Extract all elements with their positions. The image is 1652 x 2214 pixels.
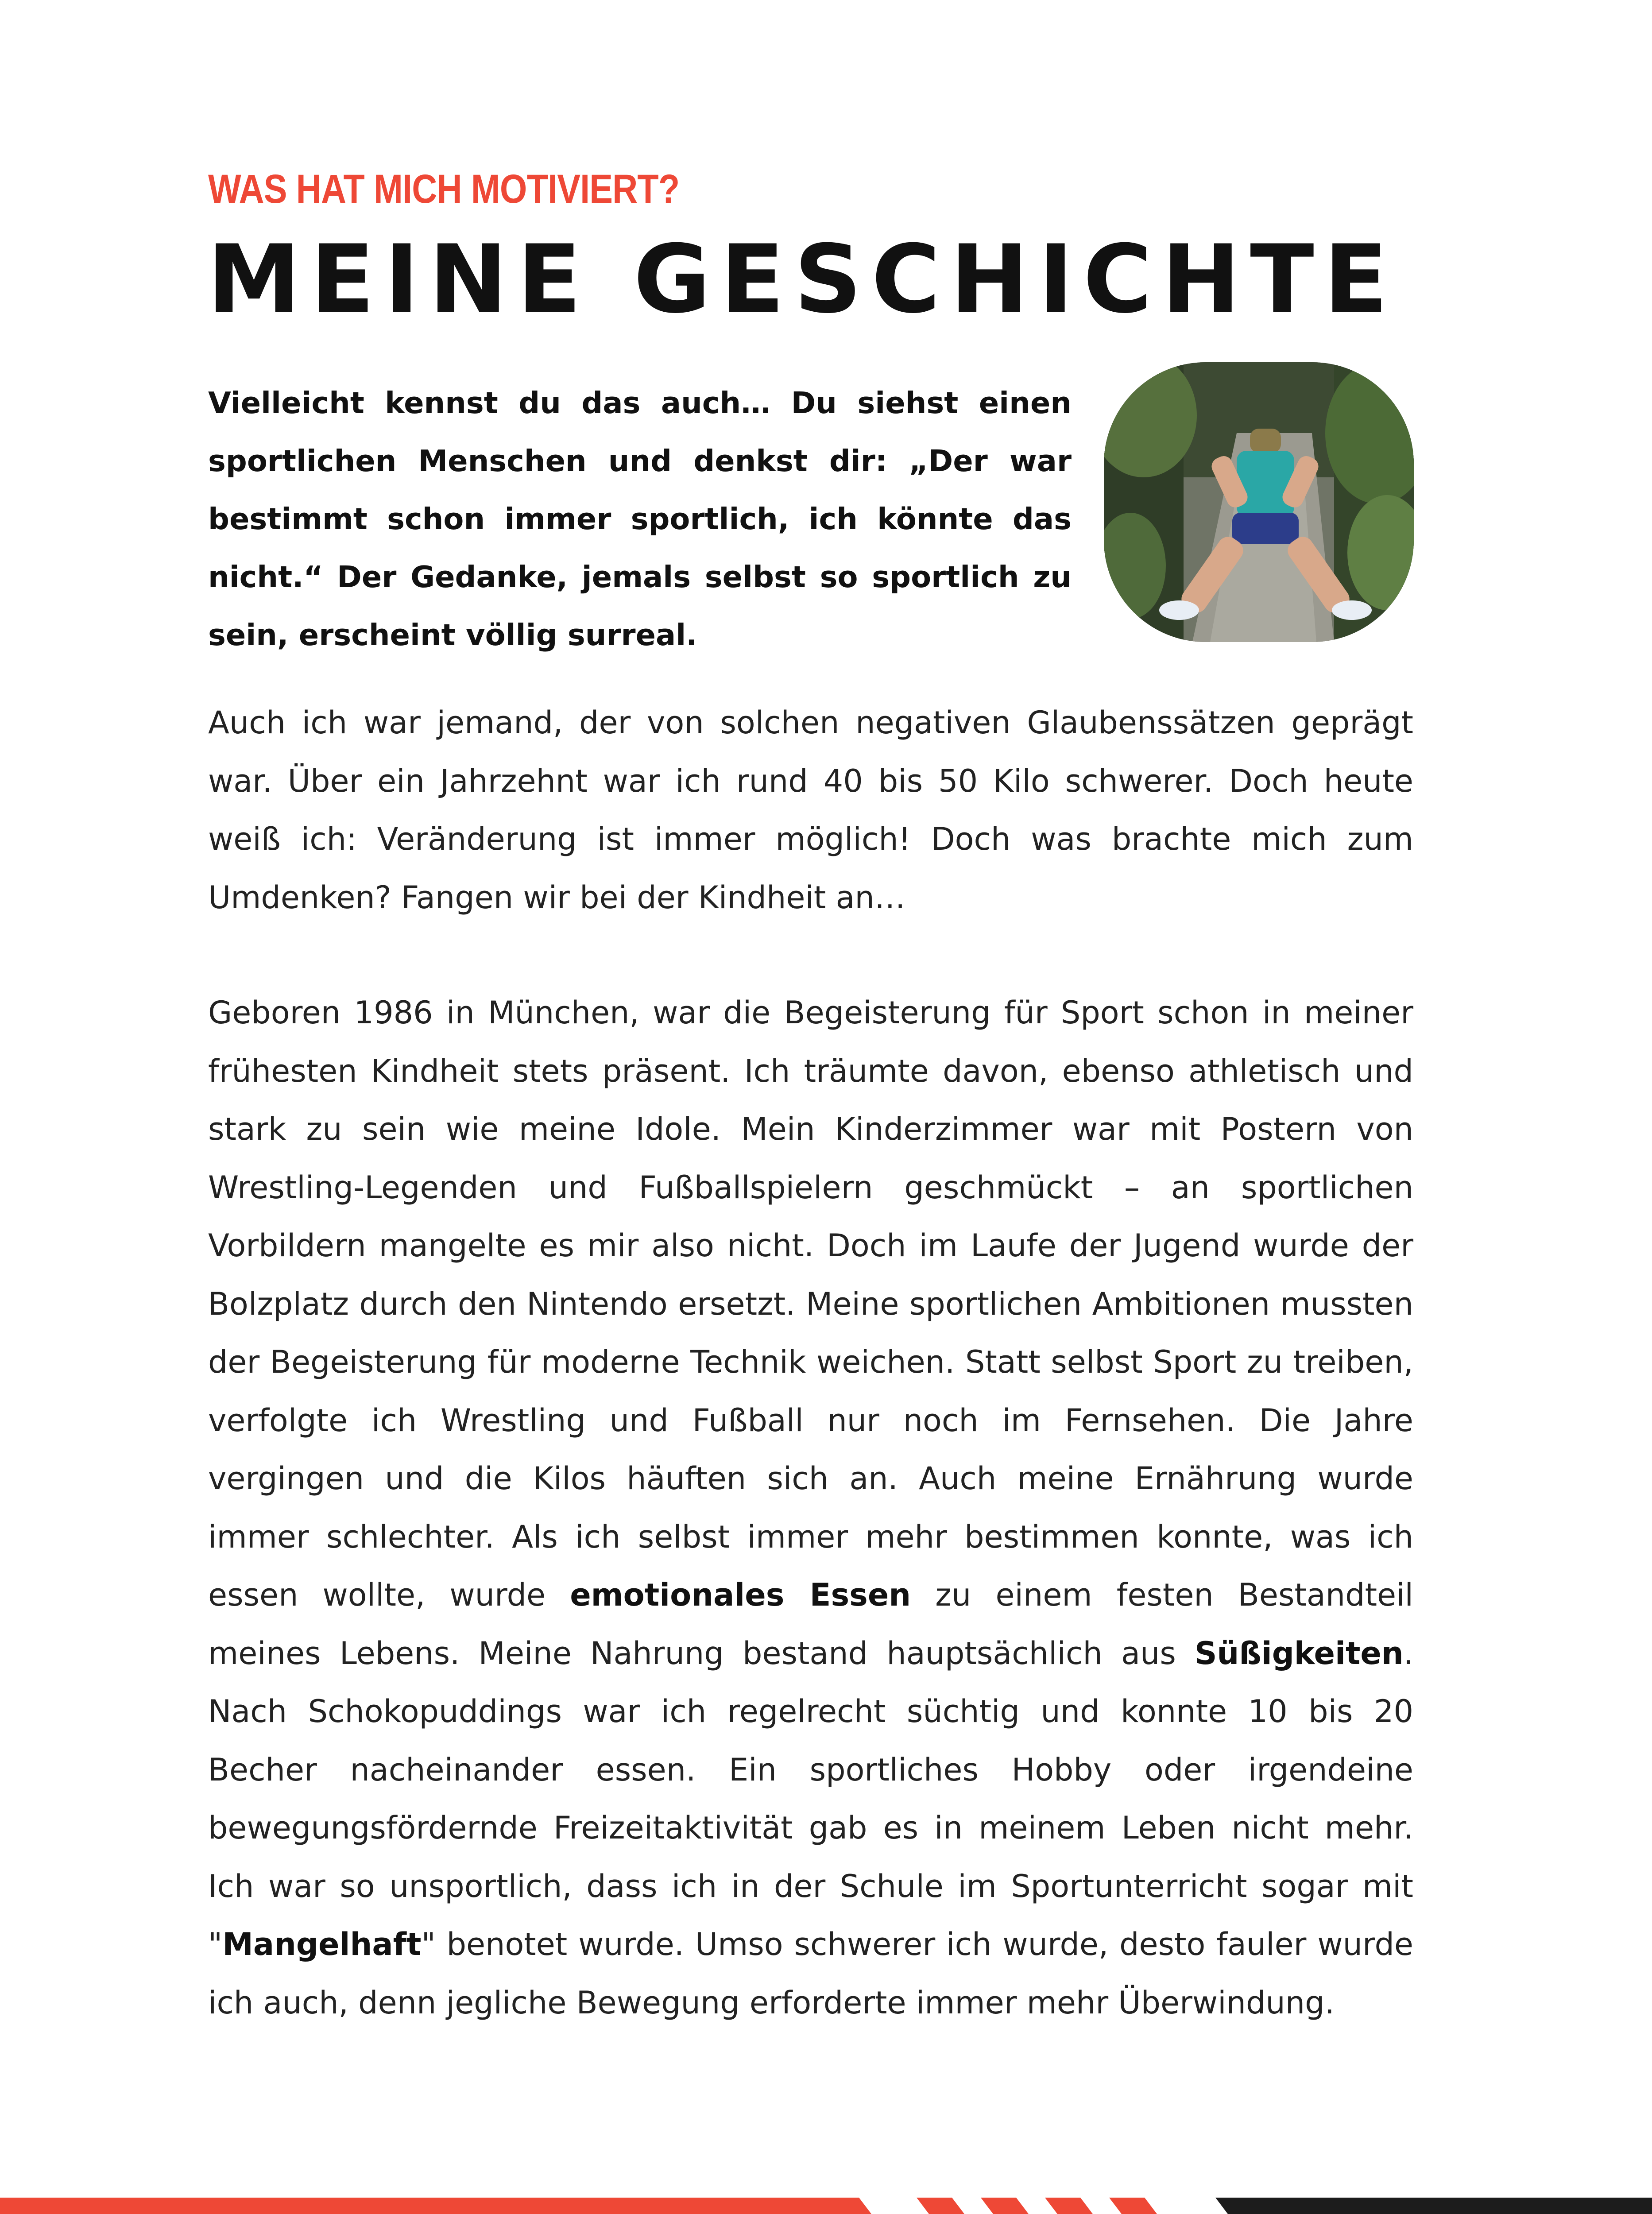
photo-illustration [1104,362,1414,642]
footer-bar [0,2198,1652,2214]
bold-suessigkeiten: Süßigkeiten [1195,1635,1404,1672]
childhood-photo [1104,362,1414,642]
text-segment: . Nach Schokopuddings war ich regelrecht süchtig und konnte 10 bis 20 Becher nacheinander essen. Ein sportliches Hobby oder irgendeine bewegungsfördernde Freizeitaktivität gab es in meinem Leben nicht mehr. Ich war so unsportlich, dass ich in der Schule im Sportunterricht sogar mit " [208,1635,1413,1962]
page-title: MEINE GESCHICHTE [207,224,1398,334]
lead-paragraph: Vielleicht kennst du das auch… Du siehst einen sportlichen Menschen und denkst dir: „Der war bestimmt schon immer sportlich, ich könnte das nicht.“ Der Gedanke, jemals selbst so sportlich zu sein, erscheint völlig surreal. [208,386,1072,652]
text-segment: " benotet wurde. Umso schwerer ich wurde, desto fauler wurde ich auch, denn jegliche Bewegung erforderte immer mehr Überwindung. [208,1926,1413,2021]
text-segment: Geboren 1986 in München, war die Begeisterung für Sport schon in meiner frühesten Kindheit stets präsent. Ich träumte davon, ebenso athletisch und stark zu sein wie meine Idole. Mein Kinderzimmer war mit Postern von Wrestling-Legenden und Fußballspielern geschmückt – an sportlichen Vorbildern mangelte es mir also nicht. Doch im Laufe der Jugend wurde der Bolzplatz durch den Nintendo ersetzt. Meine sportlichen Ambitionen mussten der Begeisterung für moderne Technik weichen. Statt selbst Sport zu treiben, verfolgte ich Wrestling und Fußball nur noch im Fernsehen. Die Jahre vergingen und die Kilos häuften sich an. Auch meine Ernährung wurde immer schlechter. Als ich selbst immer mehr bestimmen konnte, was ich essen wollte, wurde [208,995,1413,1613]
body-paragraph-2 [208,984,1413,2032]
text-segment: zu einem festen Bestandteil meines Lebens. Meine Nahrung bestand hauptsächlich aus [208,1577,1413,1672]
bold-mangelhaft: Mangelhaft [222,1926,422,1962]
section-kicker: WAS HAT MICH MOTIVIERT? [208,166,680,212]
body-paragraph-1: Auch ich war jemand, der von solchen negativen Glaubenssätzen geprägt war. Über ein Jahrzehnt war ich rund 40 bis 50 Kilo schwerer. Doch heute weiß ich: Veränderung ist immer möglich! Doch was brachte mich zum Umdenken? Fangen wir bei der Kindheit an… [208,704,1413,916]
bold-emotionales-essen: emotionales Essen [570,1577,911,1613]
footer-graphic [0,2198,1652,2214]
